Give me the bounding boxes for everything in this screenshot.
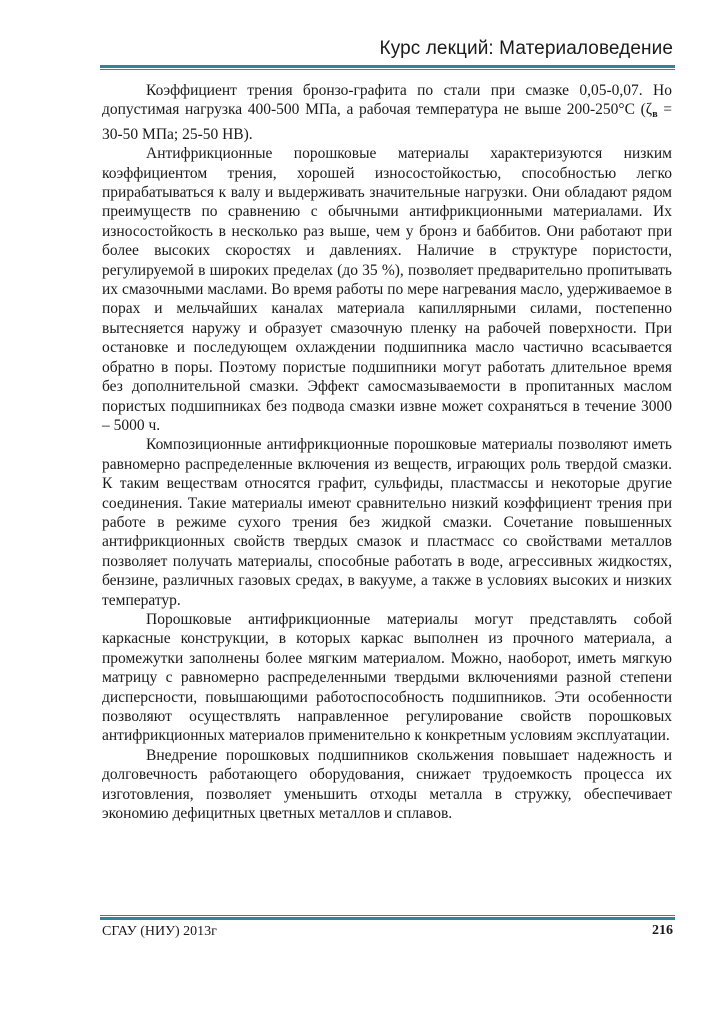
header-rule-thin	[100, 69, 675, 70]
paragraph-1-tail: = 30-50 МПа; 25-50 НВ).	[102, 101, 672, 143]
paragraph-composite-materials: Композиционные антифрикционные порошковые материалы позволяют иметь равномерно распределенные включения из веществ, играющих роль твердой смазки. К таким веществам относятся графит, сульфиды, пластмассы и некоторые другие соединения. Такие материалы имеют сравнительно низкий коэффициент трения при работе в режиме сухого трения без жидкой смазки. Сочетание повышенных антифрикционных свойств твердых смазок и пластмасс со свойствами металлов позволяет получать материалы, способные работать в воде, агрессивных жидкостях, бензине, различных газовых средах, в вакууме, а также в условиях высоких и низких температур.	[102, 436, 672, 609]
page-header-title: Курс лекций: Материаловедение	[379, 38, 673, 59]
header-rule-thick	[100, 65, 675, 68]
subscript-v: в	[652, 109, 658, 121]
paragraph-frame-structures: Порошковые антифрикционные материалы могут представлять собой каркасные конструкции, в которых каркас выполнен из прочного материала, а промежутки заполнены более мягким материалом. Можно, наоборот, иметь мягкую матрицу с равномерно распределенными твердыми включениями разной степени дисперсности, повышающими работоспособность подшипников. Эти особенности позволяют осуществлять направленное регулирование свойств порошковых антифрикционных материалов применительно к конкретным условиям эксплуатации.	[102, 610, 672, 745]
page-body	[102, 81, 672, 823]
paragraph-implementation: Внедрение порошковых подшипников скольжения повышает надежность и долговечность работающего оборудования, снижает трудоемкость процесса их изготовления, позволяет уменьшить отходы металла в стружку, обеспечивает экономию дефицитных цветных металлов и сплавов.	[102, 746, 672, 823]
page-number: 216	[652, 923, 673, 938]
footer-rule	[100, 915, 675, 921]
footer-rule-thick	[100, 917, 675, 920]
footer-rule-thin	[100, 915, 675, 916]
paragraph-friction-coefficient	[102, 81, 672, 144]
footer-institution: СГАУ (НИУ) 2013г	[102, 924, 217, 939]
header-rule	[100, 65, 675, 71]
paragraph-antifriction-powder: Антифрикционные порошковые материалы характеризуются низким коэффициентом трения, хорошей износостойкостью, способностью легко прирабатываться к валу и выдерживать значительные нагрузки. Они обладают рядом преимуществ по сравнению с обычными антифрикционными материалами. Их износостойкость в несколько раз выше, чем у бронз и баббитов. Они работают при более высоких скоростях и давлениях. Наличие в структуре пористости, регулируемой в широких пределах (до 35 %), позволяет предварительно пропитывать их смазочными маслами. Во время работы по мере нагревания масло, удерживаемое в порах и мельчайших каналах материала капиллярными силами, постепенно вытесняется наружу и образует смазочную пленку на рабочей поверхности. При остановке и последующем охлаждении подшипника масло частично всасывается обратно в поры. Поэтому пористые подшипники могут работать длительное время без дополнительной смазки. Эффект самосмазываемости в пропитанных маслом пористых подшипниках без подвода смазки извне может сохраняться в течение 3000 – 5000 ч.	[102, 145, 672, 434]
paragraph-1-text: Коэффициент трения бронзо-графита по стали при смазке 0,05-0,07. Но допустимая нагрузка 400-500 МПа, а рабочая температура не выше 200-250°С (ζ	[102, 82, 672, 119]
